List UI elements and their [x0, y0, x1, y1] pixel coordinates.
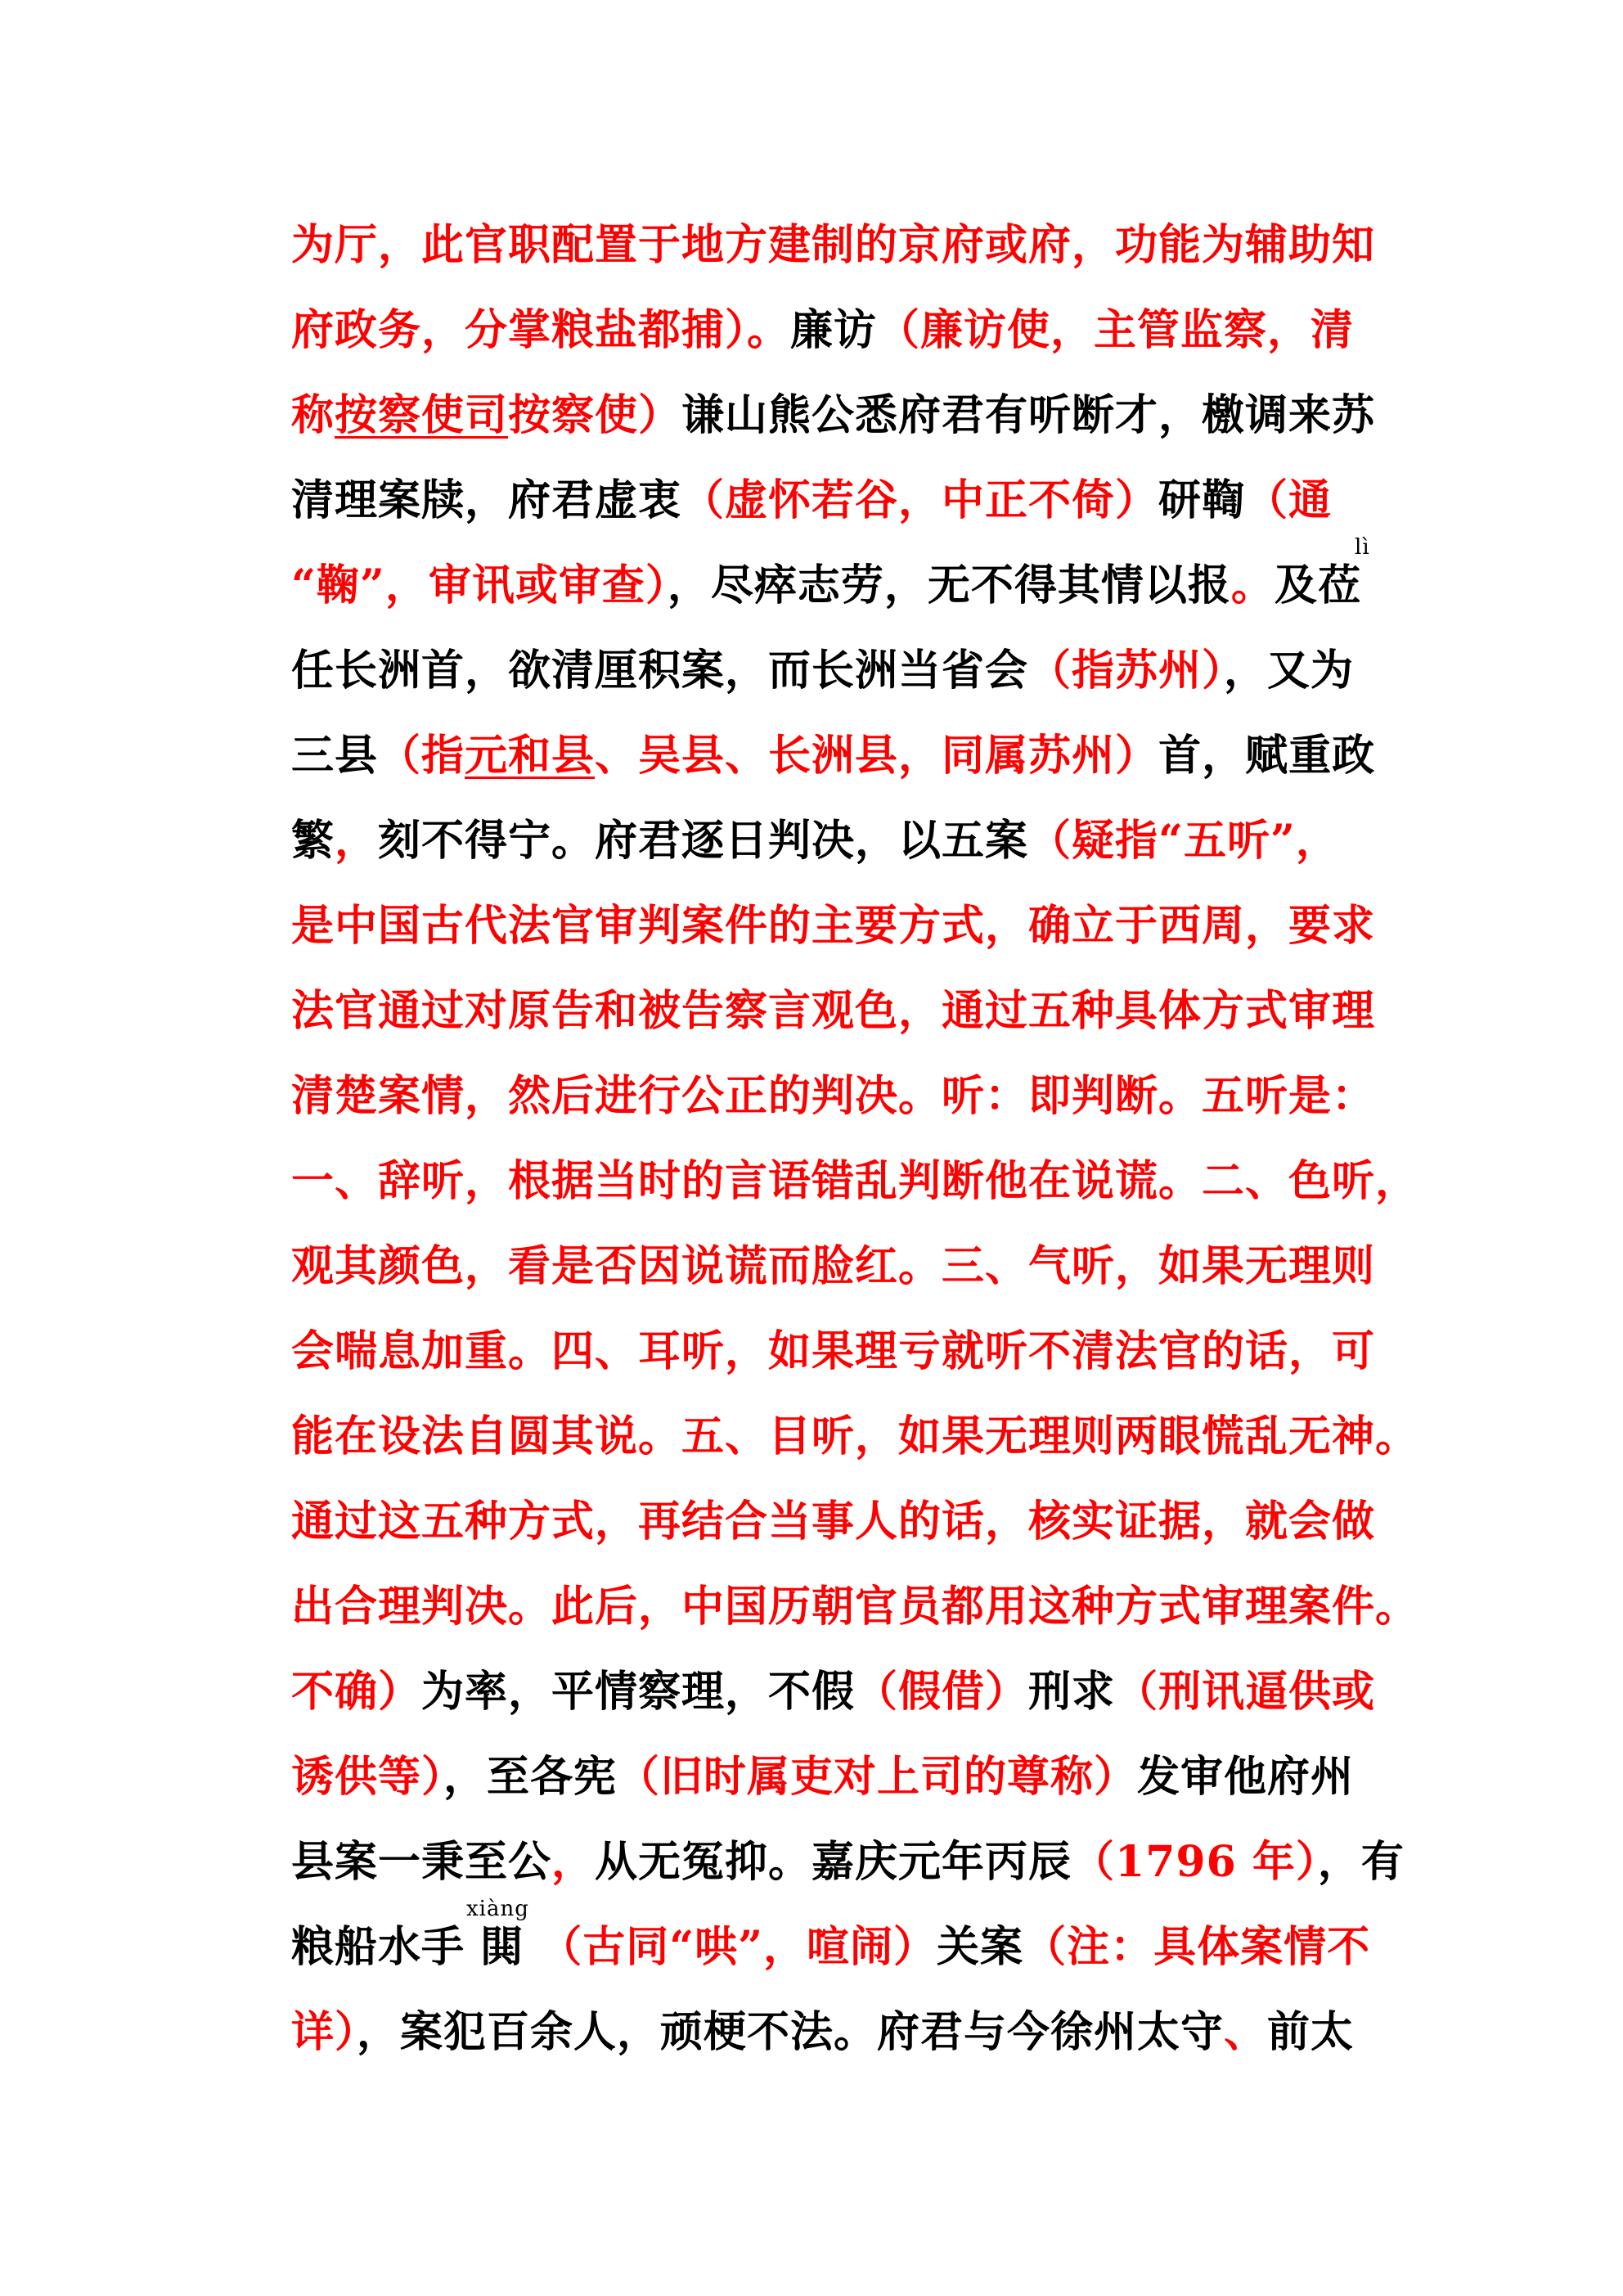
- annotation-text: 会喘息加重。四、耳听，如果理亏就听不清法官的话，可: [291, 1326, 1376, 1376]
- annotation-text: 、: [1224, 2007, 1268, 2057]
- text-line: [291, 535, 1387, 628]
- text-line: [291, 1309, 1387, 1394]
- original-text: 研鞫: [1158, 475, 1246, 525]
- text-line: [291, 714, 1387, 799]
- original-text: 刻不得宁。府君逐日判决，以五案: [378, 816, 1029, 866]
- annotation-text: 、吴县、长洲县，同属苏州）: [595, 731, 1159, 781]
- annotation-text: （廉访使，主管监察，清: [877, 305, 1355, 355]
- original-text: 县案一秉至公: [291, 1837, 552, 1887]
- annotation-text: 法官通过对原告和被告察言观色，通过五种具体方式审理: [291, 986, 1376, 1036]
- text-line: [291, 1564, 1419, 1650]
- pinyin-ruby: lì: [1355, 535, 1370, 560]
- annotation-text: （指: [378, 731, 465, 781]
- annotation-text: 能在设法自圆其说。五、目听，如果无理则两眼慌乱无神。: [291, 1411, 1419, 1461]
- annotation-text: （古同“哄”，喧闹）: [539, 1922, 937, 1972]
- annotation-text: 按察使司: [335, 390, 509, 440]
- original-text: 繁: [291, 816, 335, 866]
- original-text: 为率，平情察理，不假: [421, 1667, 856, 1717]
- annotation-text: ，: [551, 1837, 596, 1887]
- annotation-text: （注：具体案情不: [1023, 1922, 1371, 1972]
- original-text: ，至各宪: [443, 1752, 618, 1802]
- annotation-text: 出合理判决。此后，中国历朝官员都用这种方式审理案件。: [291, 1582, 1419, 1632]
- original-text: 粮船水手 閧: [291, 1922, 540, 1972]
- annotation-text: ，: [335, 816, 379, 866]
- text-line: [291, 1897, 1387, 1990]
- text-line: [291, 969, 1387, 1054]
- text-line: [291, 1479, 1387, 1564]
- original-text: 从无冤抑。嘉庆元年丙辰: [595, 1837, 1072, 1887]
- original-text: ，又为: [1224, 646, 1355, 696]
- original-text: 首，赋重政: [1158, 731, 1376, 781]
- text-line: [291, 1224, 1387, 1309]
- annotation-text: （指苏州）: [1028, 646, 1225, 696]
- original-text: ，案犯百余人，顽梗不法。府君与今徐州太守: [357, 2007, 1225, 2057]
- original-text: ，有: [1317, 1837, 1405, 1887]
- annotation-text: 是中国古代法官审判案件的主要方式，确立于西周，要求: [291, 901, 1376, 951]
- text-line: [291, 458, 1387, 543]
- text-line: [291, 1054, 1387, 1139]
- body-text: [291, 203, 1419, 2075]
- text-line: [291, 288, 1387, 373]
- annotation-text: 府政务，分掌粮盐都捕）。: [291, 305, 791, 355]
- original-text: 清理案牍，府君虚衷: [291, 475, 682, 525]
- annotation-text: （刑讯逼供或: [1115, 1667, 1376, 1717]
- annotation-text: 不确）: [291, 1667, 422, 1717]
- pinyin-ruby: xiàng: [466, 1897, 529, 1921]
- annotation-text: （1796 年）: [1072, 1837, 1318, 1887]
- annotation-text: “鞠”，审讯或审查）: [291, 560, 668, 610]
- annotation-text: 一、辞听，根据当时的言语错乱判断他在说谎。二、色听，: [291, 1156, 1419, 1206]
- original-text: 谦山熊公悉府君有听断才，檄调来苏: [681, 390, 1376, 440]
- original-text: 前太: [1267, 2007, 1355, 2057]
- text-line: [291, 884, 1387, 969]
- annotation-text: 通过这五种方式，再结合当事人的话，核实证据，就会做: [291, 1497, 1376, 1546]
- original-text: ，尽瘁志劳，无不得其情以报: [667, 560, 1231, 610]
- annotation-text: （通: [1245, 475, 1333, 525]
- text-line: [291, 1820, 1405, 1905]
- annotation-text: 为厅，此官职配置于地方建制的京府或府，功能为辅助知: [291, 220, 1376, 270]
- annotation-text: 清楚案情，然后进行公正的判决。听：即判断。五听是：: [291, 1071, 1376, 1121]
- original-text: 廉访: [790, 305, 878, 355]
- annotation-text: 按察使）: [508, 390, 682, 440]
- text-line: [291, 1139, 1419, 1224]
- text-line: [291, 628, 1387, 714]
- text-line: [291, 203, 1387, 288]
- annotation-text: 元和县: [465, 731, 596, 781]
- annotation-text: 诱供等）: [291, 1752, 444, 1802]
- text-line: [291, 1650, 1387, 1735]
- text-line: [291, 1394, 1419, 1479]
- original-text: 发审他府州: [1137, 1752, 1355, 1802]
- original-text: 关案: [937, 1922, 1024, 1972]
- annotation-text: 观其颜色，看是否因说谎而脸红。三、气听，如果无理则: [291, 1241, 1376, 1291]
- annotation-text: （疑指“五听”，: [1028, 816, 1339, 866]
- annotation-text: 。: [1230, 560, 1275, 610]
- text-line: [291, 1990, 1387, 2075]
- original-text: 三县: [291, 731, 379, 781]
- text-line: [291, 1735, 1387, 1820]
- original-text: 任长洲首，欲清厘积案，而长洲当省会: [291, 646, 1029, 696]
- original-text: 及莅: [1274, 560, 1361, 610]
- annotation-text: 详）: [291, 2007, 357, 2057]
- annotation-text: （旧时属吏对上司的尊称）: [617, 1752, 1138, 1802]
- text-line: [291, 373, 1387, 458]
- annotation-text: （假借）: [855, 1667, 1029, 1717]
- text-line: [291, 799, 1387, 884]
- annotation-text: （虚怀若谷，中正不倚）: [681, 475, 1159, 525]
- annotation-text: 称: [291, 390, 335, 440]
- original-text: 刑求: [1028, 1667, 1116, 1717]
